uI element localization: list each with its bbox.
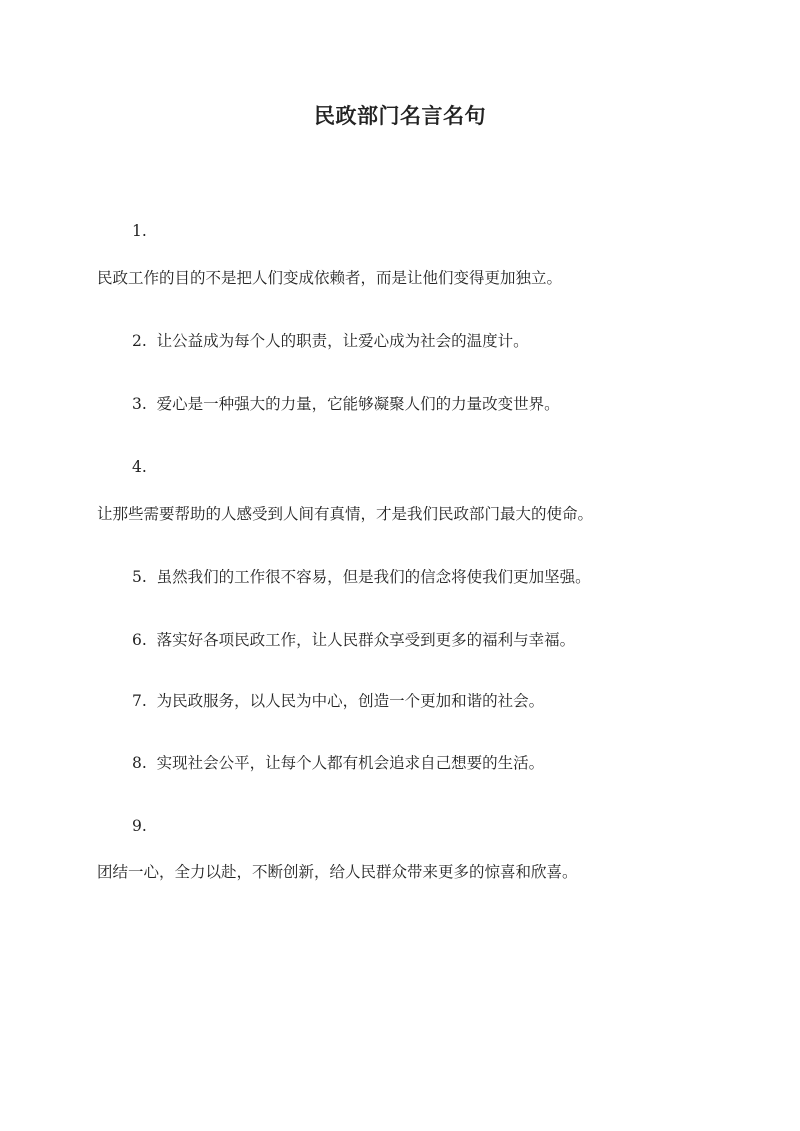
quote-1-text: 民政工作的目的不是把人们变成依赖者，而是让他们变得更加独立。 <box>97 269 563 287</box>
quote-5 <box>132 566 591 588</box>
quote-4-text: 让那些需要帮助的人感受到人间有真情，才是我们民政部门最大的使命。 <box>97 505 594 523</box>
quote-1-number: 1. <box>132 222 147 240</box>
quote-9-number: 9. <box>132 817 147 835</box>
quote-8-number: 8. <box>132 754 147 772</box>
quote-2 <box>132 330 529 352</box>
quote-9-text: 团结一心，全力以赴，不断创新，给人民群众带来更多的惊喜和欣喜。 <box>97 863 578 881</box>
quote-4-number: 4. <box>132 458 147 476</box>
quote-7 <box>132 690 544 712</box>
quote-2-text: 让公益成为每个人的职责，让爱心成为社会的温度计。 <box>156 332 529 350</box>
quote-8 <box>132 752 544 774</box>
quote-3-number: 3. <box>132 395 147 413</box>
document-title: 民政部门名言名句 <box>314 103 486 128</box>
quote-7-number: 7. <box>132 692 147 710</box>
quote-3 <box>132 393 560 415</box>
quote-5-number: 5. <box>132 568 147 586</box>
quote-6 <box>132 629 575 651</box>
quote-3-text: 爱心是一种强大的力量，它能够凝聚人们的力量改变世界。 <box>156 395 560 413</box>
quote-2-number: 2. <box>132 332 147 350</box>
quote-5-text: 虽然我们的工作很不容易，但是我们的信念将使我们更加坚强。 <box>156 568 591 586</box>
quote-6-number: 6. <box>132 631 147 649</box>
quote-7-text: 为民政服务，以人民为中心，创造一个更加和谐的社会。 <box>156 692 545 710</box>
quote-6-text: 落实好各项民政工作，让人民群众享受到更多的福利与幸福。 <box>156 631 576 649</box>
quote-8-text: 实现社会公平，让每个人都有机会追求自己想要的生活。 <box>156 754 545 772</box>
